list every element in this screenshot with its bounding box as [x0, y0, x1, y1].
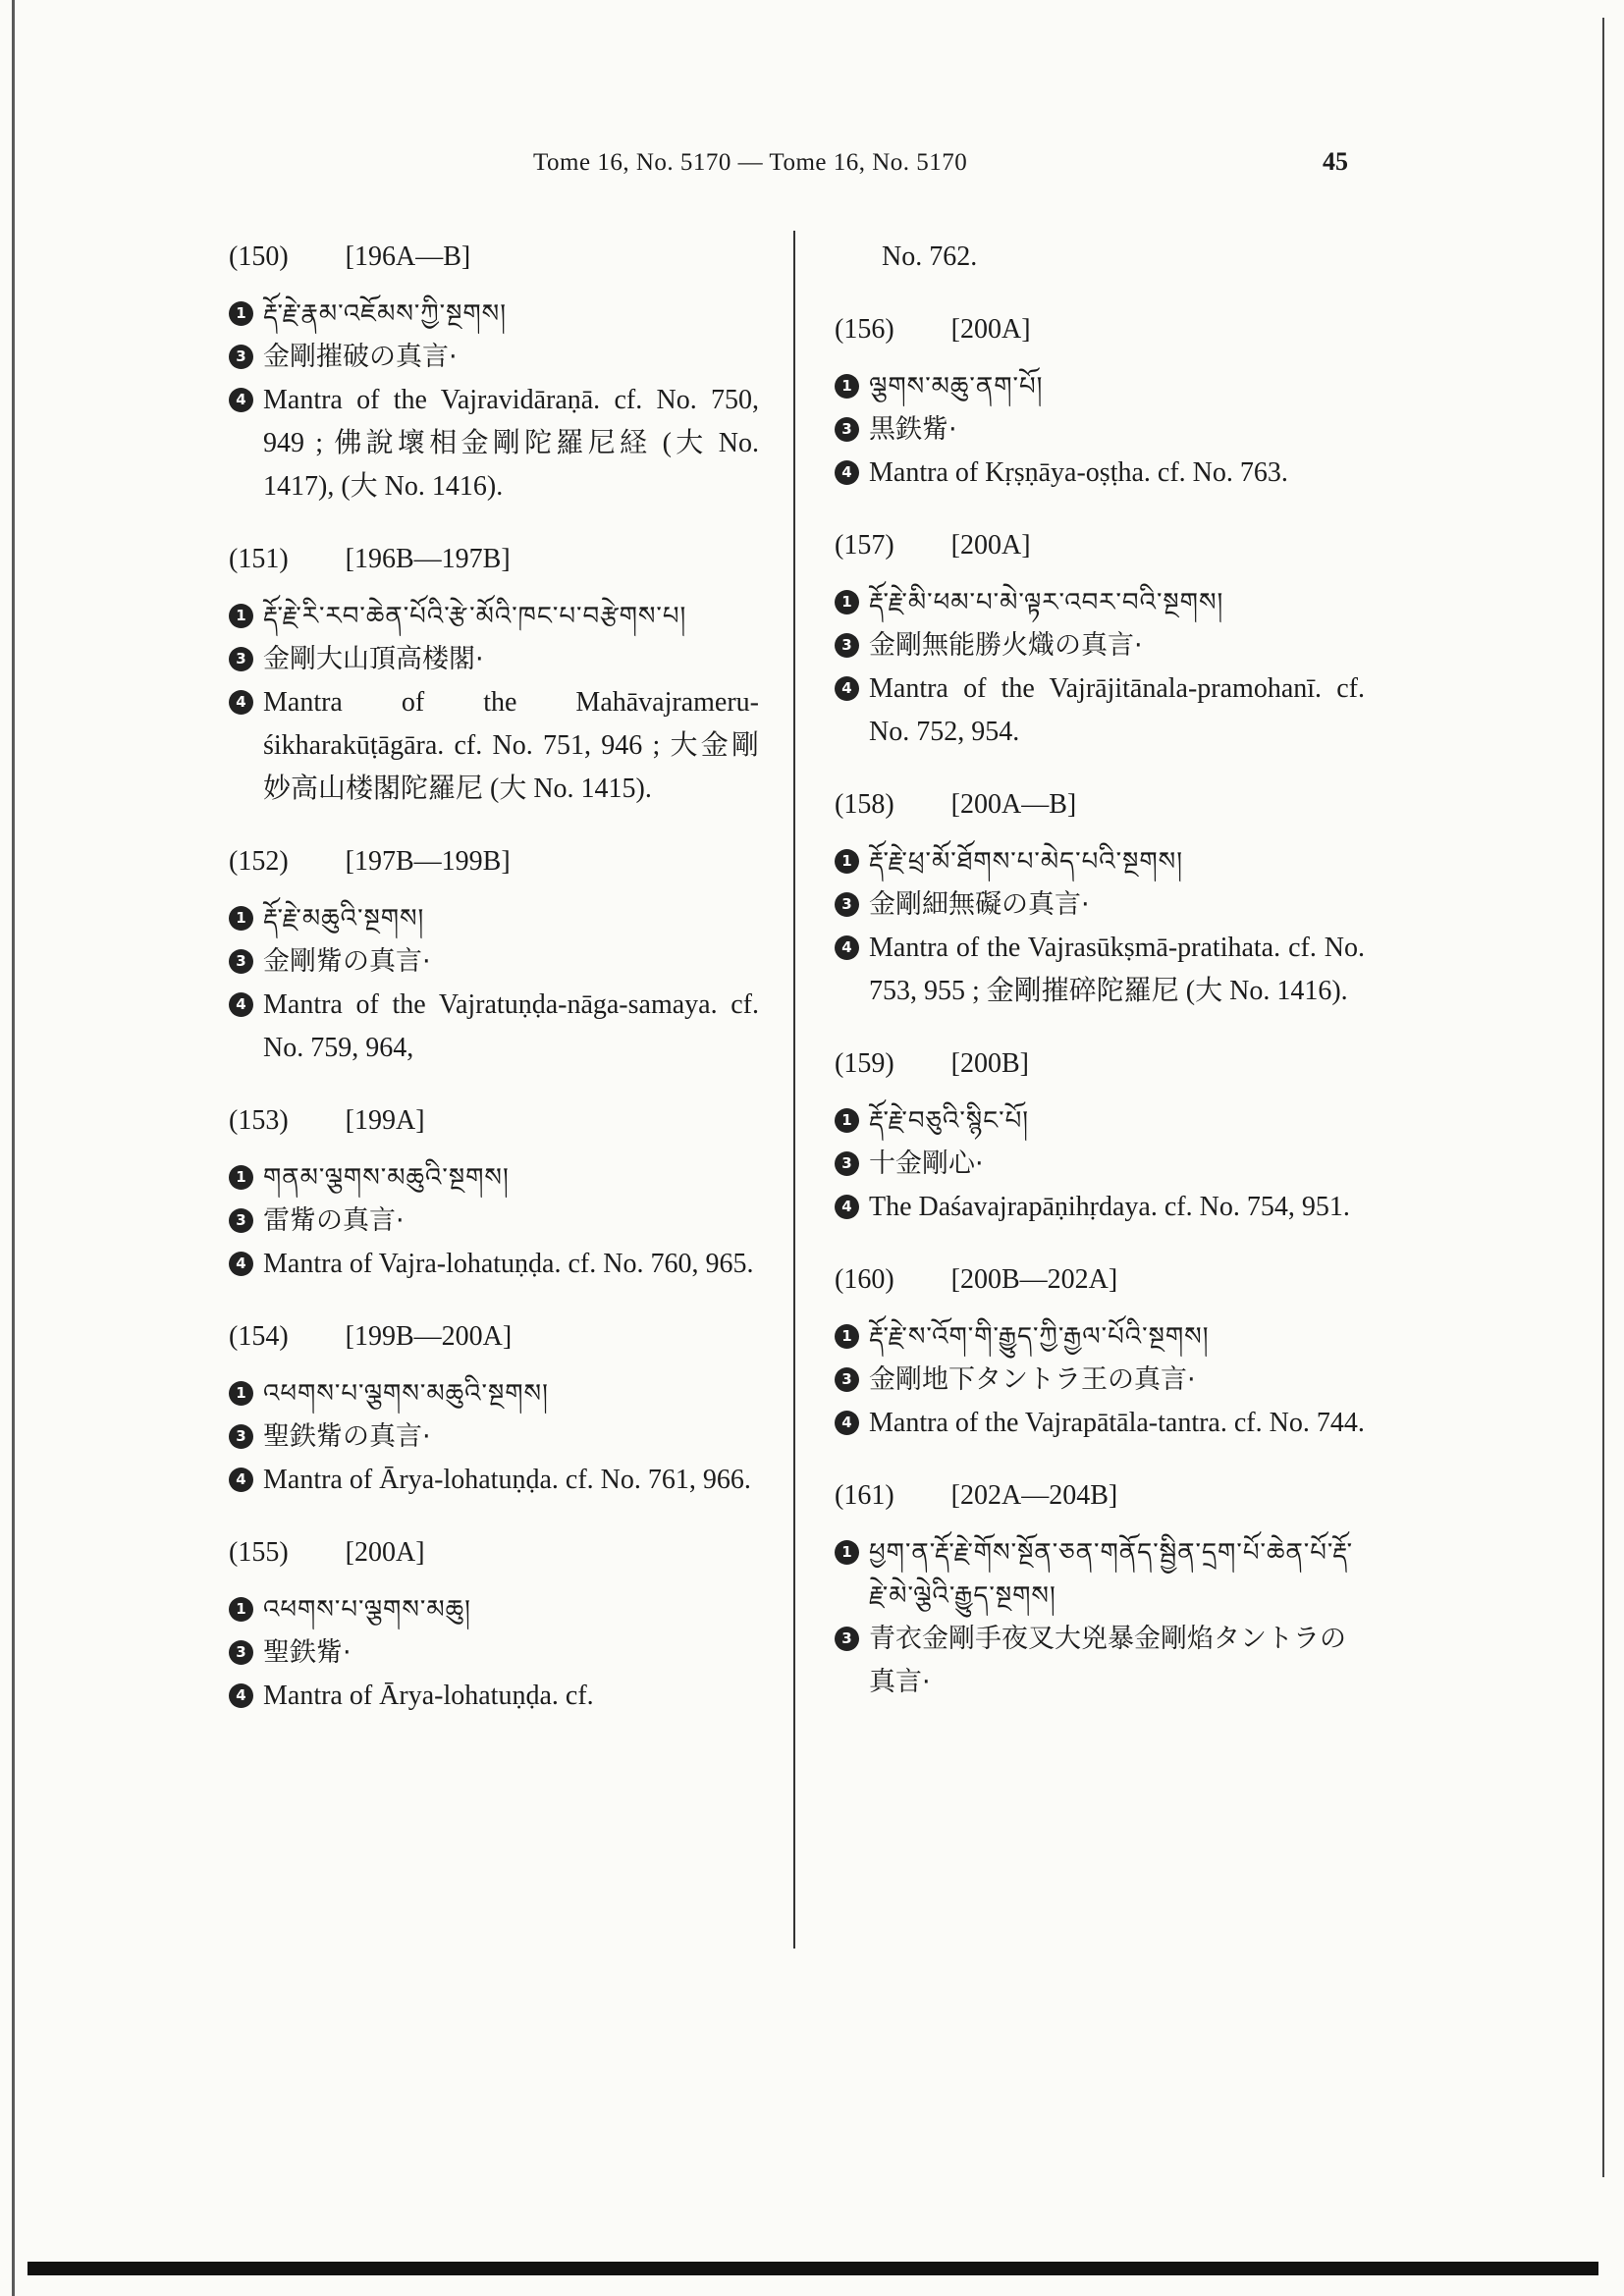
tibetan-title: རྡོ་རྗེ་ཕྲ་མོ་ཐོགས་པ་མེད་པའི་སྔགས། [869, 847, 1183, 877]
entry-number: (160) [835, 1264, 894, 1295]
tibetan-title-line [835, 1099, 1365, 1143]
entry-number: (158) [835, 789, 894, 820]
chinese-title-line [229, 336, 759, 379]
entry-description: Mantra of the Vajrasūkṣmā-pratihata. cf. No. 753, 955 ; 金剛摧碎陀羅尼 (大 No. 1416). [869, 933, 1365, 1006]
chinese-title: 聖鉄觜· [263, 1637, 352, 1668]
chinese-marker-icon: 3 [229, 1208, 253, 1233]
tibetan-marker-icon: 1 [229, 1597, 253, 1622]
chinese-title: 金剛地下タントラ王の真言· [869, 1364, 1196, 1395]
scan-right-edge [1602, 18, 1604, 2177]
entry-heading [835, 783, 1365, 827]
chinese-title: 金剛細無礙の真言· [869, 889, 1090, 920]
tibetan-title-line [229, 1588, 759, 1631]
description-marker-icon: 4 [229, 992, 253, 1017]
tibetan-marker-icon: 1 [835, 849, 859, 874]
tibetan-marker-icon: 1 [835, 1324, 859, 1349]
entry-description: Mantra of the Vajravidāraṇā. cf. No. 750, 949 ; 佛說壞相金剛陀羅尼経 (大 No. 1417), (大 No. 1416). [263, 385, 759, 502]
tibetan-marker-icon: 1 [229, 906, 253, 931]
entry-heading [229, 538, 759, 581]
description-line [835, 1186, 1365, 1229]
chinese-title-line [835, 883, 1365, 927]
tibetan-title: རྡོ་རྗེ་ས་འོག་གི་རྒྱུད་ཀྱི་རྒྱལ་པོའི་སྔགས། [869, 1322, 1210, 1352]
entry-folio: [200A] [345, 1537, 425, 1568]
catalog-entry [229, 236, 759, 508]
entry-heading [835, 1042, 1365, 1086]
entry-heading [229, 1531, 759, 1575]
tibetan-title: ཕྱག་ན་རྡོ་རྗེ་གོས་སྔོན་ཅན་གནོད་སྦྱིན་དྲག་པོ་ཆེན་པོ་རྡོ་རྗེ་མེ་ལྕེའི་རྒྱུད་སྔགས། [869, 1538, 1354, 1611]
tibetan-title-line [229, 1372, 759, 1415]
chinese-marker-icon: 3 [835, 1151, 859, 1176]
tibetan-title: གནམ་ལྕགས་མཆུའི་སྔགས། [263, 1163, 510, 1193]
tibetan-title-line [229, 293, 759, 336]
catalog-entry [835, 308, 1365, 495]
chinese-marker-icon: 3 [835, 1367, 859, 1392]
catalog-entry [229, 1099, 759, 1286]
entry-folio: [200A] [950, 314, 1031, 345]
entry-heading [229, 1099, 759, 1143]
entry-description: Mantra of Ārya-lohatuṇḍa. cf. [263, 1681, 594, 1711]
entry-folio: [197B—199B] [345, 846, 511, 877]
catalog-entry [835, 524, 1365, 754]
entry-number: (154) [229, 1321, 289, 1352]
entry-number: (161) [835, 1480, 894, 1511]
tibetan-title: འཕགས་པ་ལྕགས་མཆུ། [263, 1595, 471, 1625]
entry-description: Mantra of Kṛṣṇāya-oṣṭha. cf. No. 763. [869, 457, 1288, 488]
chinese-title-line [835, 1618, 1365, 1704]
tibetan-marker-icon: 1 [229, 604, 253, 628]
entry-description: Mantra of Vajra-lohatuṇḍa. cf. No. 760, 965. [263, 1249, 754, 1279]
description-line [229, 379, 759, 508]
entry-number: (155) [229, 1537, 289, 1568]
catalog-entry [835, 1258, 1365, 1445]
entry-heading [229, 840, 759, 883]
chinese-title: 聖鉄觜の真言· [263, 1421, 431, 1452]
right-column [835, 236, 1365, 1734]
entry-folio: [196A—B] [345, 241, 471, 272]
description-line [835, 1402, 1365, 1445]
entry-heading [835, 308, 1365, 351]
description-marker-icon: 4 [835, 460, 859, 485]
entry-folio: [199A] [345, 1105, 425, 1136]
description-line [835, 667, 1365, 754]
chinese-title-line [835, 408, 1365, 452]
entry-folio: [202A—204B] [950, 1480, 1118, 1511]
entry-heading [835, 1258, 1365, 1302]
tibetan-title-line [835, 1315, 1365, 1359]
chinese-title: 雷觜の真言· [263, 1205, 405, 1236]
description-line [229, 984, 759, 1070]
entry-number: (153) [229, 1105, 289, 1136]
description-line [229, 681, 759, 811]
chinese-title-line [835, 1143, 1365, 1186]
tibetan-title-line [835, 1531, 1365, 1618]
tibetan-marker-icon: 1 [229, 1165, 253, 1190]
tibetan-marker-icon: 1 [835, 590, 859, 614]
tibetan-title: རྡོ་རྗེ་རྣམ་འཇོམས་ཀྱི་སྔགས། [263, 299, 507, 329]
catalog-entry [229, 1531, 759, 1718]
description-marker-icon: 4 [835, 676, 859, 701]
chinese-marker-icon: 3 [229, 647, 253, 671]
entry-number: (150) [229, 241, 289, 272]
tibetan-title: རྡོ་རྗེ་མཆུའི་སྔགས། [263, 904, 425, 934]
chinese-title: 金剛摧破の真言· [263, 342, 458, 372]
chinese-title-line [229, 1631, 759, 1675]
tibetan-title: རྡོ་རྗེ་རི་རབ་ཆེན་པོའི་རྩེ་མོའི་ཁང་པ་བརྩེགས་པ། [263, 602, 687, 631]
chinese-title-line [229, 1200, 759, 1243]
entry-heading [229, 1315, 759, 1359]
description-marker-icon: 4 [229, 690, 253, 715]
tibetan-marker-icon: 1 [835, 374, 859, 399]
entry-description: Mantra of the Vajrapātāla-tantra. cf. No. 744. [869, 1408, 1365, 1438]
tibetan-title-line [835, 365, 1365, 408]
entry-number: (159) [835, 1048, 894, 1079]
chinese-marker-icon: 3 [835, 633, 859, 658]
chinese-title-line [229, 638, 759, 681]
entry-folio: [199B—200A] [345, 1321, 513, 1352]
chinese-marker-icon: 3 [229, 1424, 253, 1449]
tibetan-title-line [229, 897, 759, 940]
chinese-marker-icon: 3 [229, 949, 253, 974]
catalog-entry [229, 538, 759, 811]
entry-folio: [200B—202A] [950, 1264, 1118, 1295]
scan-bottom-bar [27, 2262, 1598, 2275]
entry-description: Mantra of the Mahāvajrameru-śikharakūṭāgāra. cf. No. 751, 946 ; 大金剛妙高山楼閣陀羅尼 (大 No. 1415). [263, 687, 759, 804]
left-column [229, 236, 759, 1747]
entry-folio: [200A—B] [950, 789, 1077, 820]
entry-description: Mantra of the Vajrājitānala-pramohanī. cf. No. 752, 954. [869, 673, 1365, 747]
tibetan-title: རྡོ་རྗེ་བཅུའི་སྙིང་པོ། [869, 1106, 1030, 1136]
catalog-entry [229, 1315, 759, 1502]
chinese-marker-icon: 3 [835, 1627, 859, 1651]
entry-heading [835, 524, 1365, 567]
catalog-entry [835, 1474, 1365, 1704]
chinese-title-line [229, 940, 759, 984]
tibetan-title-line [835, 581, 1365, 624]
description-marker-icon: 4 [835, 1411, 859, 1435]
tibetan-marker-icon: 1 [229, 301, 253, 326]
continued-entry [835, 236, 1365, 279]
description-marker-icon: 4 [229, 1683, 253, 1708]
running-head: Tome 16, No. 5170 — Tome 16, No. 5170 [533, 149, 968, 176]
page-number: 45 [1323, 147, 1348, 176]
tibetan-title-line [835, 840, 1365, 883]
catalog-entry [835, 783, 1365, 1013]
description-marker-icon: 4 [229, 1468, 253, 1492]
entry-number: (156) [835, 314, 894, 345]
description-line [229, 1459, 759, 1502]
description-marker-icon: 4 [835, 935, 859, 960]
chinese-title-line [835, 1359, 1365, 1402]
catalog-entry [229, 840, 759, 1070]
catalog-entry [835, 1042, 1365, 1229]
tibetan-marker-icon: 1 [835, 1108, 859, 1133]
tibetan-marker-icon: 1 [229, 1381, 253, 1406]
entry-number: (152) [229, 846, 289, 877]
tibetan-title-line [229, 1156, 759, 1200]
tibetan-title-line [229, 595, 759, 638]
tibetan-marker-icon: 1 [835, 1540, 859, 1565]
description-marker-icon: 4 [835, 1195, 859, 1219]
chinese-title: 十金剛心· [869, 1148, 984, 1179]
tibetan-title: ལྕགས་མཆུ་ནག་པོ། [869, 372, 1044, 401]
chinese-marker-icon: 3 [229, 345, 253, 369]
entry-description: The Daśavajrapāṇihṛdaya. cf. No. 754, 951. [869, 1192, 1350, 1222]
chinese-title-line [229, 1415, 759, 1459]
entry-number: (151) [229, 544, 289, 574]
description-marker-icon: 4 [229, 1252, 253, 1276]
chinese-title: 金剛無能勝火熾の真言· [869, 630, 1143, 661]
chinese-title: 金剛觜の真言· [263, 946, 431, 977]
chinese-title: 黒鉄觜· [869, 414, 957, 445]
chinese-marker-icon: 3 [835, 892, 859, 917]
entry-number: (157) [835, 530, 894, 561]
entry-heading [229, 236, 759, 279]
entry-description: Mantra of Ārya-lohatuṇḍa. cf. No. 761, 966. [263, 1465, 751, 1495]
tibetan-title: འཕགས་པ་ལྕགས་མཆུའི་སྔགས། [263, 1379, 549, 1409]
entry-description: Mantra of the Vajratuṇḍa-nāga-samaya. cf. No. 759, 964, [263, 989, 759, 1063]
scan-left-edge [12, 0, 15, 2296]
chinese-marker-icon: 3 [229, 1640, 253, 1665]
description-marker-icon: 4 [229, 388, 253, 412]
description-line [229, 1243, 759, 1286]
entry-folio: [200B] [950, 1048, 1029, 1079]
description-line [835, 927, 1365, 1013]
entry-folio: [200A] [950, 530, 1031, 561]
entry-folio: [196B—197B] [345, 544, 511, 574]
chinese-title: 青衣金剛手夜叉大兇暴金剛焰タントラの真言· [869, 1624, 1346, 1697]
continued-description: No. 762. [882, 241, 978, 272]
chinese-title-line [835, 624, 1365, 667]
chinese-title: 金剛大山頂高楼閣· [263, 644, 484, 674]
column-divider [793, 231, 795, 1949]
entry-heading [835, 1474, 1365, 1518]
description-line [835, 452, 1365, 495]
description-line [229, 1675, 759, 1718]
tibetan-title: རྡོ་རྗེ་མི་ཕམ་པ་མེ་ལྟར་འབར་བའི་སྔགས། [869, 588, 1224, 617]
chinese-marker-icon: 3 [835, 417, 859, 442]
